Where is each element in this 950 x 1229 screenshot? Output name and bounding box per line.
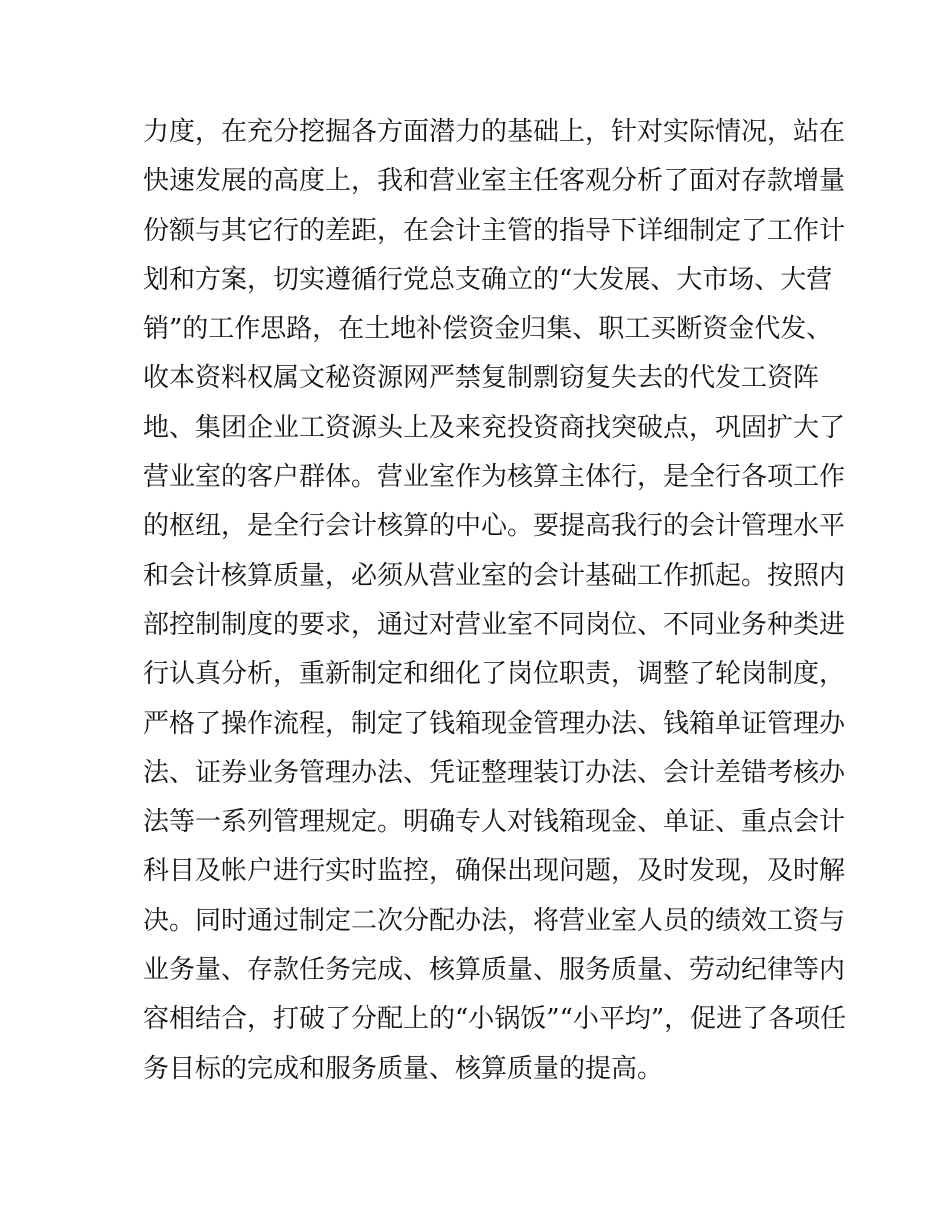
text-line: 收本资料权属文秘资源网严禁复制剽窃复失去的代发工资阵	[143, 363, 820, 394]
text-line: 销”的工作思路，在土地补偿资金归集、职工买断资金代发、	[143, 314, 833, 345]
text-line: 行认真分析，重新制定和细化了岗位职责，调整了轮岗制度，	[143, 659, 846, 690]
text-line: 科目及帐户进行实时监控，确保出现问题，及时发现，及时解	[143, 856, 846, 887]
text-line: 划和方案，切实遵循行党总支确立的“大发展、大市场、大营	[143, 264, 833, 295]
text-line: 法等一系列管理规定。明确专人对钱箱现金、单证、重点会计	[143, 807, 846, 838]
text-line: 严格了操作流程，制定了钱箱现金管理办法、钱箱单证管理办	[143, 708, 846, 739]
body-paragraph	[143, 108, 847, 1094]
text-line: 的枢纽，是全行会计核算的中心。要提高我行的会计管理水平	[143, 511, 846, 542]
text-line: 快速发展的高度上，我和营业室主任客观分析了面对存款增量	[143, 166, 846, 197]
text-line: 份额与其它行的差距，在会计主管的指导下详细制定了工作计	[143, 215, 846, 246]
text-line: 业务量、存款任务完成、核算质量、服务质量、劳动纪律等内	[143, 955, 846, 986]
text-line: 决。同时通过制定二次分配办法，将营业室人员的绩效工资与	[143, 905, 846, 936]
text-line: 部控制制度的要求，通过对营业室不同岗位、不同业务种类进	[143, 609, 846, 640]
text-line: 和会计核算质量，必须从营业室的会计基础工作抓起。按照内	[143, 560, 846, 591]
text-line: 力度，在充分挖掘各方面潜力的基础上，针对实际情况，站在	[143, 117, 846, 147]
text-line: 法、证券业务管理办法、凭证整理装订办法、会计差错考核办	[143, 757, 846, 788]
text-line: 营业室的客户群体。营业室作为核算主体行，是全行各项工作	[143, 462, 846, 493]
text-line: 地、集团企业工资源头上及来兖投资商找突破点，巩固扩大了	[143, 412, 846, 443]
text-line: 容相结合，打破了分配上的“小锅饭”“小平均”，促进了各项任	[143, 1004, 847, 1035]
text-line: 务目标的完成和服务质量、核算质量的提高。	[143, 1053, 664, 1084]
